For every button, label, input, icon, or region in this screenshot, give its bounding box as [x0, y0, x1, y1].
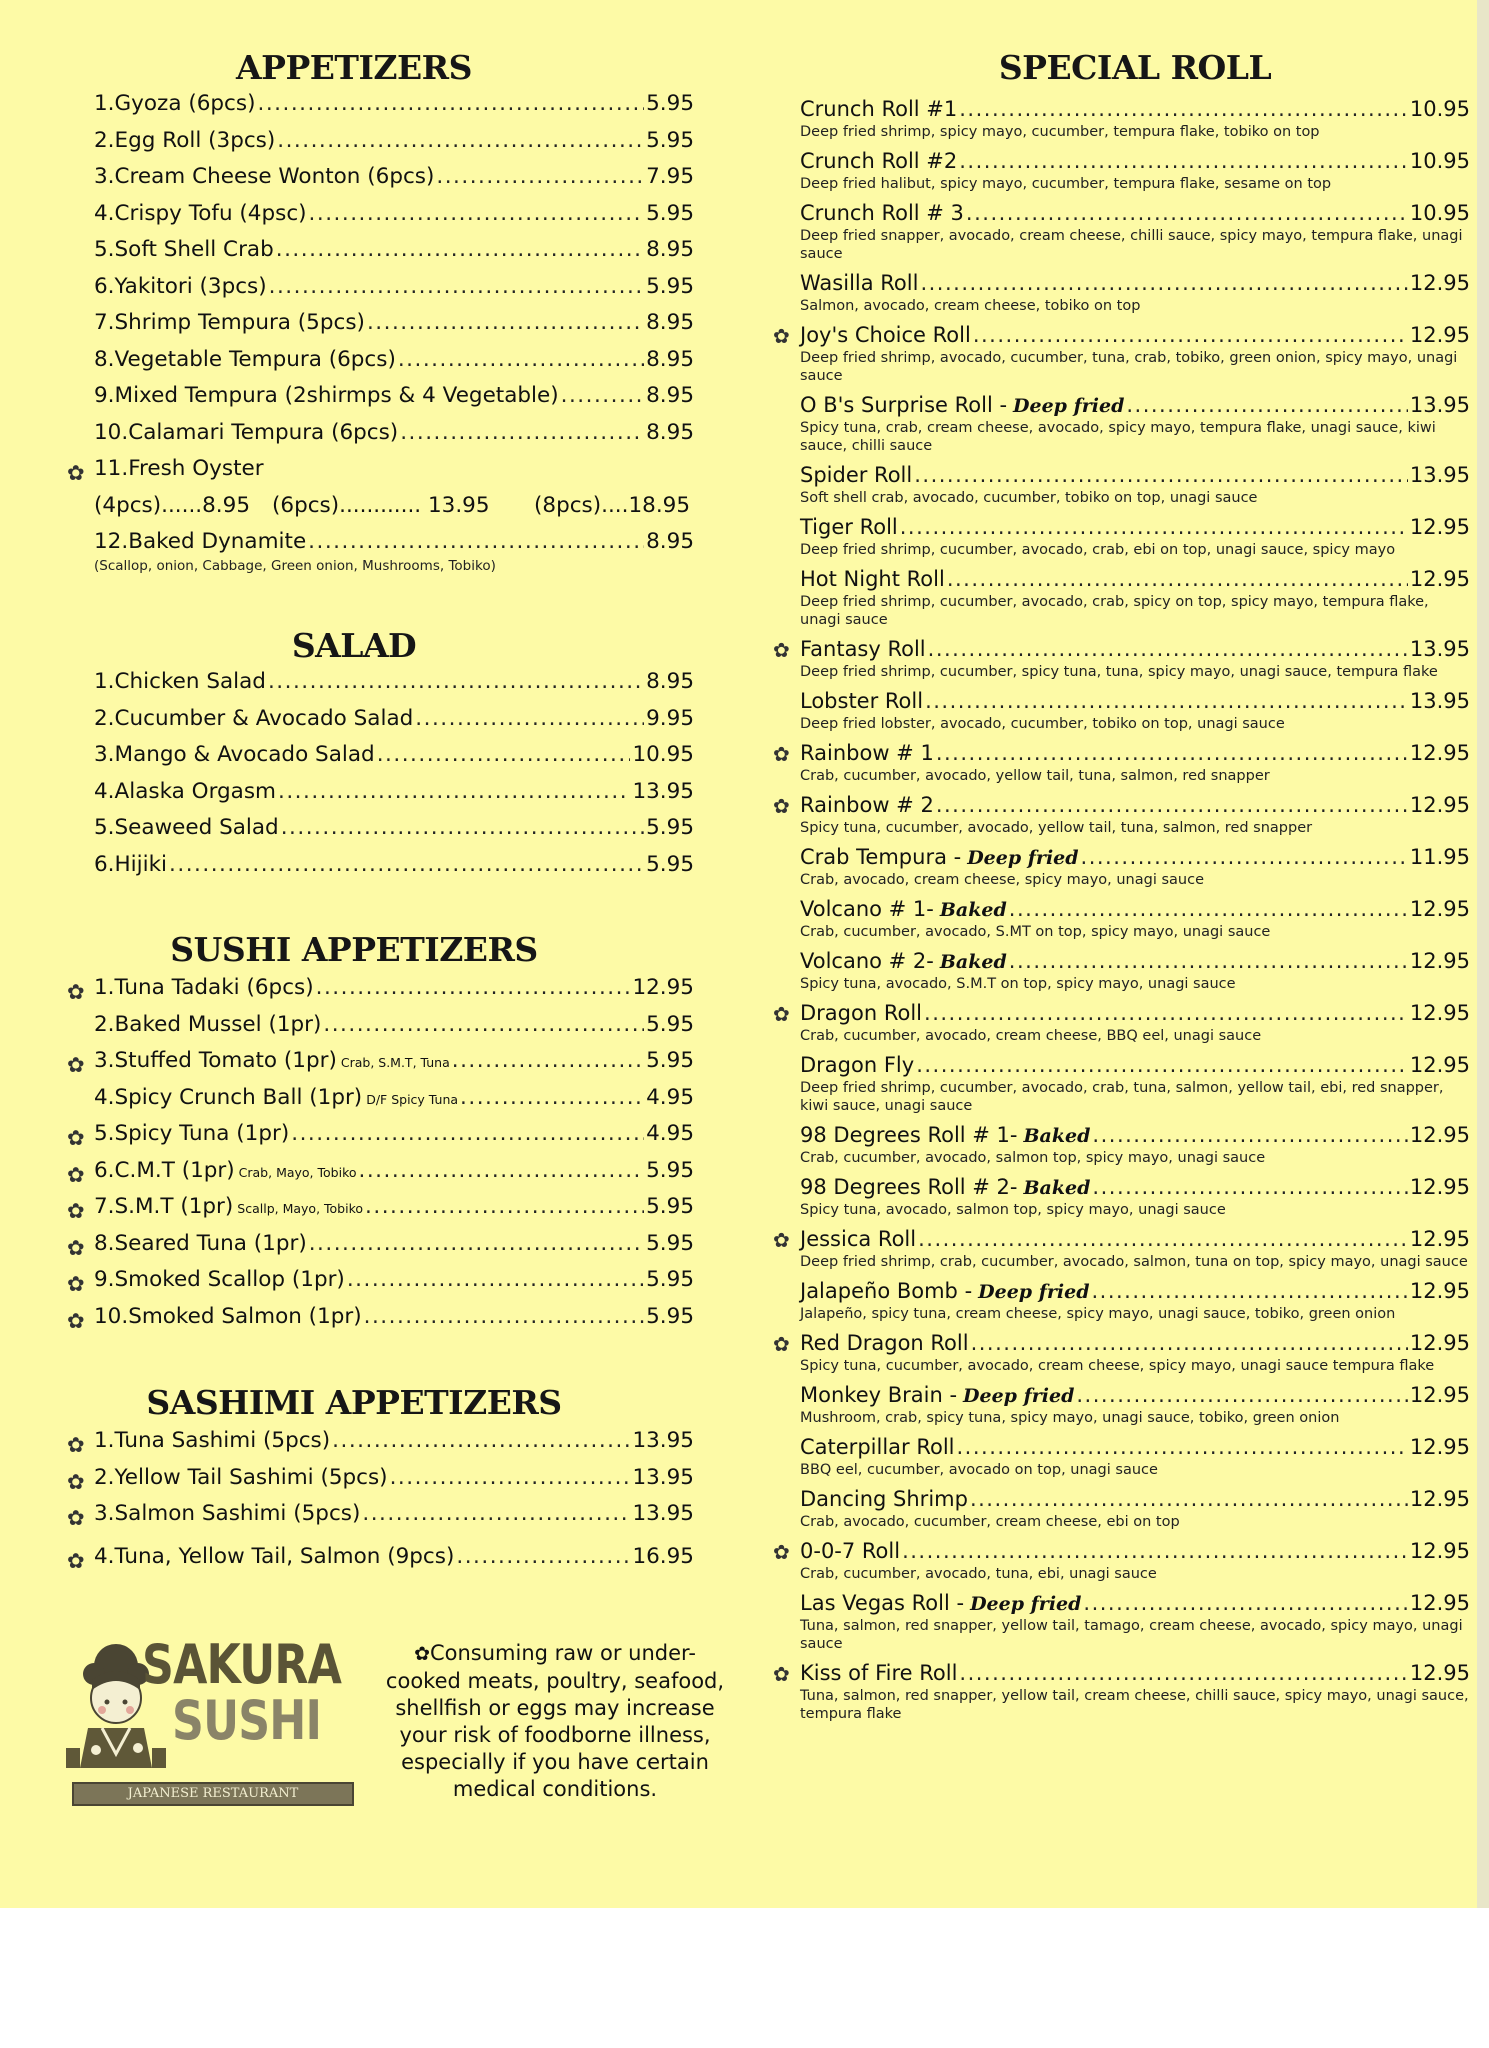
- item-price: 5.95: [646, 200, 694, 226]
- roll-description: Deep fried shrimp, spicy mayo, cucumber, tempura flake, tobiko on top: [800, 124, 1320, 140]
- special-roll-lobster-roll: [800, 689, 1470, 733]
- item-name: 4.Alaska Orgasm: [94, 778, 277, 804]
- item-price: 5.95: [646, 851, 694, 877]
- flower-icon: ✿: [67, 461, 85, 485]
- item-price: 5.95: [646, 1230, 694, 1256]
- roll-price: 12.95: [1409, 897, 1470, 921]
- item-name: 9.Mixed Tempura (2shirmps & 4 Vegetable): [94, 383, 559, 408]
- item-price: 8.95: [646, 310, 694, 335]
- salad-title: SALAD: [291, 626, 417, 665]
- flower-icon: ✿: [773, 742, 790, 766]
- roll-description: Deep fried shrimp, avocado, cucumber, tuna, crab, tobiko, green onion, spicy mayo, unagi sauce: [800, 350, 1458, 384]
- flower-icon: ✿: [67, 1548, 85, 1573]
- special-roll-98-degrees-roll-2: [800, 1175, 1470, 1219]
- item-price: 5.95: [646, 1011, 694, 1037]
- roll-description: Deep fried shrimp, crab, cucumber, avocado, salmon, tuna on top, spicy mayo, unagi sauce: [800, 1254, 1468, 1270]
- roll-price: 12.95: [1409, 1591, 1470, 1615]
- roll-name: Spider Roll: [800, 463, 913, 487]
- flower-icon: ✿: [773, 324, 790, 348]
- roll-description: Deep fried shrimp, cucumber, spicy tuna, tuna, spicy mayo, unagi sauce, tempura flake: [800, 664, 1438, 680]
- roll-description: Deep fried snapper, avocado, cream cheese, chilli sauce, spicy mayo, tempura flake, unagi sauce: [800, 228, 1463, 262]
- roll-price: 12.95: [1409, 1279, 1470, 1303]
- sushi-appetizers-title: SUSHI APPETIZERS: [170, 930, 538, 969]
- item-name: 1.Chicken Salad: [94, 669, 266, 694]
- roll-description: Tuna, salmon, red snapper, yellow tail, tamago, cream cheese, avocado, spicy mayo, unagi sauce: [800, 1618, 1463, 1652]
- special-roll-title: SPECIAL ROLL: [998, 48, 1272, 87]
- menu-item-5-seaweed-salad: [94, 815, 694, 852]
- roll-description: Crab, cucumber, avocado, tuna, ebi, unagi sauce: [800, 1566, 1157, 1582]
- item-price: 7.95: [646, 164, 694, 189]
- menu-item-9-smoked-scallop-1pr: [67, 1267, 694, 1304]
- special-roll-dragon-fly: [800, 1053, 1470, 1115]
- roll-price: 12.95: [1409, 741, 1470, 765]
- flower-icon: ✿: [67, 1506, 85, 1530]
- roll-description: Crab, cucumber, avocado, S.MT on top, spicy mayo, unagi sauce: [800, 924, 1271, 940]
- menu-item-2-baked-mussel-1pr: [94, 1012, 694, 1049]
- flower-icon: ✿: [773, 1540, 790, 1564]
- sashimi-appetizers-list: [64, 1428, 694, 1580]
- roll-price: 12.95: [1409, 1001, 1470, 1025]
- item-price: 4.95: [646, 1084, 694, 1110]
- item-note: Crab, Mayo, Tobiko: [238, 1164, 357, 1180]
- item-name: 2.Baked Mussel (1pr): [94, 1011, 322, 1037]
- item-price: 8.95: [646, 237, 694, 262]
- special-roll-98-degrees-roll-1: [800, 1123, 1470, 1167]
- menu-item-10-calamari-tempura-6pcs: [94, 420, 694, 457]
- special-roll-dragon-roll: [773, 1001, 1470, 1045]
- item-price: 13.95: [632, 1464, 694, 1490]
- menu-item-3-stuffed-tomato-1pr: [67, 1048, 694, 1085]
- roll-preparation: Baked: [939, 951, 1007, 973]
- item-price: 5.95: [646, 1048, 694, 1073]
- roll-name: Dancing Shrimp: [800, 1487, 968, 1511]
- menu-item-8-vegetable-tempura-6pcs: [94, 347, 694, 384]
- menu-item-3-mango-avocado-salad: [94, 742, 694, 779]
- special-roll-tiger-roll: [800, 515, 1470, 559]
- item-price: 5.95: [646, 273, 694, 299]
- item-price: 5.95: [646, 91, 694, 116]
- flower-icon: ✿: [67, 1235, 85, 1260]
- menu-item-7-shrimp-tempura-5pcs: [94, 310, 694, 347]
- roll-description: Salmon, avocado, cream cheese, tobiko on top: [800, 298, 1141, 314]
- special-roll-las-vegas-roll: [800, 1591, 1470, 1653]
- logo-line1: SAKURA: [142, 1633, 342, 1696]
- roll-name: 0-0-7 Roll: [800, 1539, 901, 1563]
- roll-name: Crunch Roll #2: [800, 149, 958, 173]
- special-roll-crab-tempura: [800, 845, 1470, 889]
- menu-item-1-gyoza-6pcs: [94, 91, 694, 128]
- special-roll-o-b-s-surprise-roll: [800, 393, 1470, 455]
- menu-item-6-c-m-t-1pr: [67, 1157, 694, 1195]
- roll-name: Monkey Brain -: [800, 1383, 958, 1407]
- flower-icon: ✿: [67, 1053, 85, 1077]
- roll-price: 10.95: [1409, 201, 1470, 225]
- flower-icon: ✿: [67, 1162, 85, 1187]
- item-price: 4.95: [646, 1121, 694, 1146]
- roll-price: 13.95: [1409, 393, 1470, 417]
- roll-name: Crunch Roll # 3: [800, 201, 964, 225]
- menu-item-3-cream-cheese-wonton-6pcs: [94, 164, 694, 201]
- item-name: 2.Cucumber & Avocado Salad: [94, 705, 414, 731]
- roll-name: Rainbow # 1: [800, 741, 934, 765]
- roll-name: Volcano # 1-: [800, 897, 934, 921]
- roll-price: 12.95: [1409, 1331, 1470, 1355]
- special-roll-volcano-1: [800, 897, 1470, 941]
- roll-description: Crab, cucumber, avocado, yellow tail, tuna, salmon, red snapper: [800, 768, 1270, 784]
- roll-name: 98 Degrees Roll # 2-: [800, 1175, 1018, 1199]
- special-roll-rainbow-1: [773, 741, 1470, 785]
- item-name: 3.Mango & Avocado Salad: [94, 742, 375, 767]
- roll-price: 12.95: [1409, 1053, 1470, 1077]
- flower-icon: ✿: [773, 1662, 790, 1686]
- item-name: 5.Spicy Tuna (1pr): [94, 1121, 290, 1146]
- roll-price: 12.95: [1409, 323, 1470, 347]
- special-roll-wasilla-roll: [800, 271, 1470, 315]
- special-roll-hot-night-roll: [800, 567, 1470, 629]
- roll-description: Jalapeño, spicy tuna, cream cheese, spicy mayo, unagi sauce, tobiko, green onion: [800, 1306, 1396, 1322]
- menu-item-10-smoked-salmon-1pr: [67, 1303, 694, 1341]
- roll-name: Volcano # 2-: [800, 949, 934, 973]
- flower-icon: ✿: [773, 1332, 790, 1356]
- item-name: 8.Vegetable Tempura (6pcs): [94, 346, 396, 372]
- roll-name: Lobster Roll: [800, 689, 924, 713]
- item-name: 3.Stuffed Tomato (1pr): [94, 1048, 337, 1073]
- food-safety-warning: [385, 1640, 725, 1803]
- menu-item-4-tuna-yellow-tail-salmon-9pcs: [67, 1543, 694, 1581]
- roll-description: Deep fried halibut, spicy mayo, cucumber, tempura flake, sesame on top: [800, 176, 1332, 192]
- logo-tagline: JAPANESE RESTAURANT: [72, 1782, 354, 1806]
- item-name: 7.Shrimp Tempura (5pcs): [94, 310, 365, 335]
- item-name: 4.Tuna, Yellow Tail, Salmon (9pcs): [94, 1543, 455, 1569]
- menu-item-1-tuna-tadaki-6pcs: [67, 975, 694, 1012]
- roll-name: Crunch Roll #1: [800, 97, 958, 121]
- menu-item-2-egg-roll-3pcs: [94, 128, 694, 165]
- flower-icon: ✿: [67, 1199, 85, 1223]
- roll-name: Las Vegas Roll -: [800, 1591, 965, 1615]
- special-roll-list: [770, 97, 1470, 1731]
- roll-description: Spicy tuna, cucumber, avocado, yellow tail, tuna, salmon, red snapper: [800, 820, 1313, 836]
- special-roll-0-0-7-roll: [773, 1539, 1470, 1583]
- flower-icon: ✿: [67, 1126, 85, 1150]
- roll-price: 12.95: [1409, 1227, 1470, 1251]
- oyster-price-8pcs: (8pcs)....18.95: [534, 492, 691, 518]
- menu-item-9-mixed-tempura-2shirmps-4-vegetable: [94, 383, 694, 420]
- menu-item-5-soft-shell-crab: [94, 237, 694, 274]
- roll-price: 13.95: [1409, 689, 1470, 713]
- item-price: 13.95: [632, 1428, 694, 1453]
- roll-price: 12.95: [1409, 271, 1470, 295]
- roll-description: Deep fried shrimp, cucumber, avocado, crab, tuna, salmon, yellow tail, ebi, red snapper, kiwi sauce, unagi sauce: [800, 1080, 1444, 1114]
- roll-price: 12.95: [1409, 1435, 1470, 1459]
- roll-description: Spicy tuna, avocado, salmon top, spicy mayo, unagi sauce: [800, 1202, 1226, 1218]
- menu-item-5-spicy-tuna-1pr: [67, 1121, 694, 1158]
- roll-price: 12.95: [1409, 1123, 1470, 1147]
- flower-icon: ✿: [67, 1308, 85, 1333]
- roll-name: Crab Tempura -: [800, 845, 962, 869]
- item-price: 5.95: [646, 1194, 694, 1219]
- roll-preparation: Baked: [939, 899, 1007, 921]
- item-price: 5.95: [646, 127, 694, 153]
- roll-name: Fantasy Roll: [800, 637, 926, 661]
- roll-price: 13.95: [1409, 637, 1470, 661]
- item-name: 11.Fresh Oyster: [94, 456, 264, 481]
- special-roll-volcano-2: [800, 949, 1470, 993]
- roll-name: Dragon Roll: [800, 1001, 923, 1025]
- oyster-price-6pcs: (6pcs)............ 13.95: [272, 492, 490, 518]
- item-description: (Scallop, onion, Cabbage, Green onion, Mushrooms, Tobiko): [94, 558, 496, 574]
- roll-preparation: Deep fried: [967, 847, 1079, 869]
- sushi-appetizers-list: [64, 975, 694, 1340]
- item-name: 8.Seared Tuna (1pr): [94, 1230, 307, 1256]
- item-name: 10.Smoked Salmon (1pr): [94, 1303, 362, 1329]
- special-roll-rainbow-2: [773, 793, 1470, 837]
- roll-name: Kiss of Fire Roll: [800, 1661, 958, 1685]
- item-name: 12.Baked Dynamite: [94, 529, 307, 554]
- menu-item-8-seared-tuna-1pr: [67, 1230, 694, 1268]
- item-price: 13.95: [632, 778, 694, 804]
- roll-description: Mushroom, crab, spicy tuna, spicy mayo, unagi sauce, tobiko, green onion: [800, 1410, 1340, 1426]
- item-note: D/F Spicy Tuna: [366, 1091, 459, 1107]
- appetizers-list: [64, 91, 694, 575]
- roll-preparation: Deep fried: [963, 1385, 1075, 1407]
- item-name: 9.Smoked Scallop (1pr): [94, 1267, 345, 1292]
- roll-preparation: Deep fried: [1013, 395, 1125, 417]
- sakura-sushi-logo: [66, 1633, 356, 1808]
- item-price: 10.95: [632, 742, 694, 767]
- roll-name: Joy's Choice Roll: [800, 323, 971, 347]
- roll-price: 12.95: [1409, 949, 1470, 973]
- menu-item-2-yellow-tail-sashimi-5pcs: [67, 1464, 694, 1502]
- roll-description: BBQ eel, cucumber, avocado on top, unagi sauce: [800, 1462, 1158, 1478]
- roll-description: Deep fried shrimp, cucumber, avocado, crab, spicy on top, spicy mayo, tempura flake, unagi sauce: [800, 594, 1429, 628]
- roll-name: 98 Degrees Roll # 1-: [800, 1123, 1018, 1147]
- item-price: 5.95: [646, 1267, 694, 1292]
- roll-description: Spicy tuna, crab, cream cheese, avocado, spicy mayo, tempura flake, unagi sauce, kiwi sauce, chilli sauce: [800, 420, 1436, 454]
- roll-description: Spicy tuna, cucumber, avocado, cream cheese, spicy mayo, unagi sauce tempura flake: [800, 1358, 1435, 1374]
- roll-name: Rainbow # 2: [800, 793, 934, 817]
- roll-price: 12.95: [1409, 567, 1470, 591]
- item-name: 3.Salmon Sashimi (5pcs): [94, 1501, 361, 1526]
- item-name: 1.Gyoza (6pcs): [94, 91, 256, 116]
- flower-icon: ✿: [67, 1469, 85, 1494]
- item-name: 4.Crispy Tofu (4psc): [94, 200, 307, 226]
- appetizers-title: APPETIZERS: [236, 48, 472, 87]
- roll-name: Jessica Roll: [800, 1227, 917, 1251]
- special-roll-spider-roll: [800, 463, 1470, 507]
- item-price: 9.95: [646, 705, 694, 731]
- item-price: 8.95: [646, 346, 694, 372]
- special-roll-dancing-shrimp: [800, 1487, 1470, 1531]
- menu-item-2-cucumber-avocado-salad: [94, 706, 694, 743]
- roll-description: Soft shell crab, avocado, cucumber, tobiko on top, unagi sauce: [800, 490, 1258, 506]
- sashimi-appetizers-title: SASHIMI APPETIZERS: [146, 1383, 562, 1422]
- roll-description: Crab, cucumber, avocado, salmon top, spicy mayo, unagi sauce: [800, 1150, 1266, 1166]
- special-roll-jalape-o-bomb: [800, 1279, 1470, 1323]
- roll-price: 12.95: [1409, 1383, 1470, 1407]
- special-roll-crunch-roll-2: [800, 149, 1470, 193]
- roll-description: Deep fried shrimp, cucumber, avocado, crab, ebi on top, unagi sauce, spicy mayo: [800, 542, 1396, 558]
- special-roll-caterpillar-roll: [800, 1435, 1470, 1479]
- special-roll-crunch-roll-1: [800, 97, 1470, 141]
- roll-description: Crab, avocado, cream cheese, spicy mayo, unagi sauce: [800, 872, 1204, 888]
- menu-item-fresh-oyster: [67, 456, 694, 529]
- roll-price: 10.95: [1409, 97, 1470, 121]
- special-roll-jessica-roll: [773, 1227, 1470, 1271]
- item-name: 4.Spicy Crunch Ball (1pr): [94, 1084, 363, 1110]
- roll-price: 12.95: [1409, 1661, 1470, 1685]
- item-price: 12.95: [632, 975, 694, 1000]
- item-name: 7.S.M.T (1pr): [94, 1194, 234, 1219]
- roll-price: 11.95: [1409, 845, 1470, 869]
- flower-icon: ✿: [67, 1272, 85, 1296]
- menu-item-6-yakitori-3pcs: [94, 274, 694, 311]
- menu-item-1-tuna-sashimi-5pcs: [67, 1428, 694, 1465]
- item-name: 10.Calamari Tempura (6pcs): [94, 419, 399, 445]
- roll-description: Deep fried lobster, avocado, cucumber, tobiko on top, unagi sauce: [800, 716, 1285, 732]
- roll-preparation: Deep fried: [978, 1281, 1090, 1303]
- roll-price: 10.95: [1409, 149, 1470, 173]
- roll-preparation: Baked: [1023, 1177, 1091, 1199]
- roll-name: Wasilla Roll: [800, 271, 919, 295]
- menu-item-4-crispy-tofu-4psc: [94, 201, 694, 238]
- item-name: 2.Egg Roll (3pcs): [94, 127, 276, 153]
- roll-name: Caterpillar Roll: [800, 1435, 955, 1459]
- roll-name: Dragon Fly: [800, 1053, 915, 1077]
- special-roll-red-dragon-roll: [773, 1331, 1470, 1375]
- menu-item-4-alaska-orgasm: [94, 779, 694, 816]
- warning-text: Consuming raw or under-cooked meats, poultry, seafood, shellfish or eggs may increase your risk of foodborne illness, especially if you have certain medical conditions.: [385, 1641, 725, 1801]
- special-roll-monkey-brain: [800, 1383, 1470, 1427]
- menu-item-1-chicken-salad: [94, 669, 694, 706]
- flower-icon: ✿: [67, 1433, 85, 1457]
- item-price: 8.95: [646, 419, 694, 445]
- flower-icon: ✿: [414, 1643, 430, 1665]
- item-name: 5.Seaweed Salad: [94, 815, 279, 840]
- roll-preparation: Deep fried: [970, 1593, 1082, 1615]
- item-price: 5.95: [646, 1303, 694, 1329]
- item-price: 5.95: [646, 815, 694, 840]
- special-roll-joy-s-choice-roll: [773, 323, 1470, 385]
- item-name: 6.C.M.T (1pr): [94, 1157, 235, 1183]
- oyster-price-4pcs: (4pcs)......8.95: [94, 492, 251, 518]
- roll-name: Jalapeño Bomb -: [800, 1279, 973, 1303]
- roll-price: 12.95: [1409, 1175, 1470, 1199]
- flower-icon: ✿: [67, 980, 85, 1004]
- roll-name: Red Dragon Roll: [800, 1331, 969, 1355]
- item-name: 2.Yellow Tail Sashimi (5pcs): [94, 1464, 388, 1490]
- special-roll-kiss-of-fire-roll: [773, 1661, 1470, 1723]
- logo-line2: SUSHI: [172, 1689, 322, 1752]
- item-note: Crab, S.M.T, Tuna: [340, 1055, 450, 1070]
- roll-price: 12.95: [1409, 1487, 1470, 1511]
- item-name: 1.Tuna Tadaki (6pcs): [94, 975, 314, 1000]
- item-price: 8.95: [646, 669, 694, 694]
- special-roll-fantasy-roll: [773, 637, 1470, 681]
- menu-item-6-hijiki: [94, 852, 694, 889]
- special-roll-crunch-roll-3: [800, 201, 1470, 263]
- roll-preparation: Baked: [1023, 1125, 1091, 1147]
- roll-name: O B's Surprise Roll -: [800, 393, 1008, 417]
- flower-icon: ✿: [773, 638, 790, 662]
- item-name: 6.Yakitori (3pcs): [94, 273, 267, 299]
- roll-price: 13.95: [1409, 463, 1470, 487]
- roll-price: 12.95: [1409, 793, 1470, 817]
- roll-description: Crab, avocado, cucumber, cream cheese, ebi on top: [800, 1514, 1180, 1530]
- menu-item-7-s-m-t-1pr: [67, 1194, 694, 1231]
- roll-name: Tiger Roll: [800, 515, 898, 539]
- item-price: 8.95: [646, 529, 694, 554]
- item-name: 5.Soft Shell Crab: [94, 237, 274, 262]
- flower-icon: ✿: [773, 794, 790, 818]
- roll-description: Tuna, salmon, red snapper, yellow tail, cream cheese, chilli sauce, spicy mayo, unagi sauce, tempura flake: [800, 1688, 1469, 1722]
- item-price: 8.95: [646, 383, 694, 408]
- menu-item-baked-dynamite: [94, 529, 694, 575]
- roll-description: Crab, cucumber, avocado, cream cheese, BBQ eel, unagi sauce: [800, 1028, 1262, 1044]
- roll-name: Hot Night Roll: [800, 567, 945, 591]
- menu-item-4-spicy-crunch-ball-1pr: [94, 1085, 694, 1122]
- item-price: 5.95: [646, 1157, 694, 1183]
- flower-icon: ✿: [773, 1228, 790, 1252]
- salad-list: [64, 669, 694, 888]
- oyster-prices: [94, 493, 694, 530]
- item-price: 13.95: [632, 1501, 694, 1526]
- item-price: 16.95: [632, 1543, 694, 1569]
- item-note: Scallp, Mayo, Tobiko: [237, 1201, 364, 1216]
- menu-item-3-salmon-sashimi-5pcs: [67, 1501, 694, 1538]
- item-name: 3.Cream Cheese Wonton (6pcs): [94, 164, 435, 189]
- roll-price: 12.95: [1409, 1539, 1470, 1563]
- item-name: 1.Tuna Sashimi (5pcs): [94, 1428, 331, 1453]
- roll-price: 12.95: [1409, 515, 1470, 539]
- flower-icon: ✿: [773, 1002, 790, 1026]
- roll-description: Spicy tuna, avocado, S.M.T on top, spicy mayo, unagi sauce: [800, 976, 1236, 992]
- item-name: 6.Hijiki: [94, 851, 168, 877]
